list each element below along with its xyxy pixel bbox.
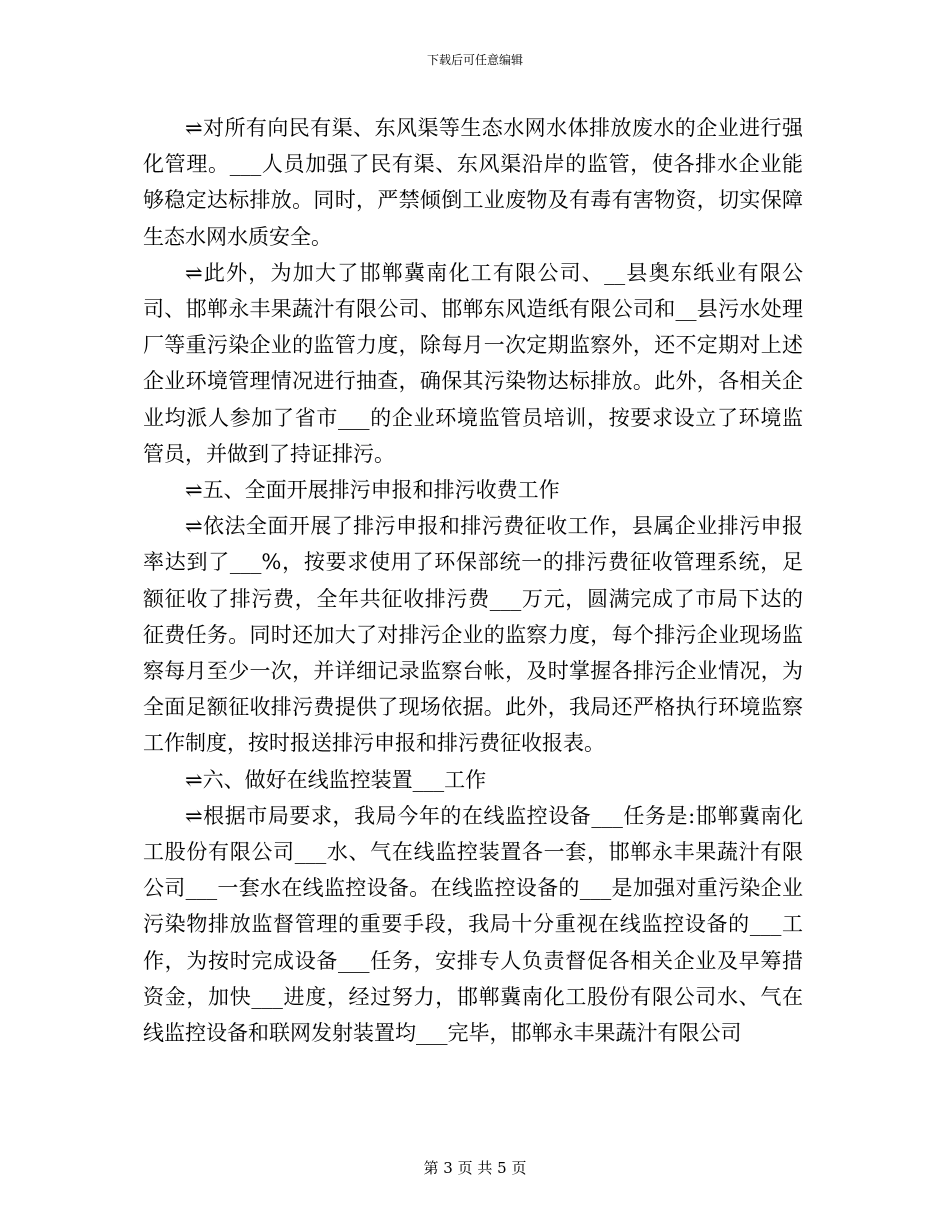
page-header: 下载后可任意编辑 bbox=[426, 53, 523, 67]
section-heading-five: ⇌五、全面开展排污申报和排污收费工作 bbox=[185, 478, 560, 503]
section-heading-six: ⇌六、做好在线监控装置___工作 bbox=[185, 767, 487, 792]
paragraph-pollution-fee-collection: ⇌依法全面开展了排污申报和排污费征收工作，县属企业排污申报率达到了___%，按要求使用了环保部统一的排污费征收管理系统，足额征收了排污费，全年共征收排污费___万元，圆满完成了市局下达的征费任务。同时还加大了对排污企业的监察力度，每个排污企业现场监察每月至少一次，并详细记录监察台帐，及时掌握各排污企业情况，为全面足额征收排污费提供了现场依据。此外，我局还严格执行环境监察工作制度，按时报送排污申报和排污费征收报表。 bbox=[143, 514, 803, 756]
document-body bbox=[143, 110, 803, 1051]
paragraph-ecological-water-network: ⇌对所有向民有渠、东风渠等生态水网水体排放废水的企业进行强化管理。___人员加强了民有渠、东风渠沿岸的监管，使各排水企业能够稳定达标排放。同时，严禁倾倒工业废物及有毒有害物资，切实保障生态水网水质安全。 bbox=[143, 116, 803, 249]
page-footer: 第 3 页 共 5 页 bbox=[423, 1159, 527, 1177]
paragraph-online-monitoring: ⇌根据市局要求，我局今年的在线监控设备___任务是:邯郸冀南化工股份有限公司___水、气在线监控装置各一套，邯郸永丰果蔬汁有限公司___一套水在线监控设备。在线监控设备的___是加强对重污染企业污染物排放监督管理的重要手段，我局十分重视在线监控设备的___工作，为按时完成设备___任务，安排专人负责督促各相关企业及早筹措资金，加快___进度，经过努力，邯郸冀南化工股份有限公司水、气在线监控设备和联网发射装置均___完毕，邯郸永丰果蔬汁有限公司 bbox=[143, 803, 803, 1046]
paragraph-heavy-pollution-supervision: ⇌此外，为加大了邯郸冀南化工有限公司、__县奥东纸业有限公司、邯郸永丰果蔬汁有限公司、邯郸东风造纸有限公司和__县污水处理厂等重污染企业的监管力度，除每月一次定期监察外，还不定期对上述企业环境管理情况进行抽查，确保其污染物达标排放。此外，各相关企业均派人参加了省市___的企业环境监管员培训，按要求设立了环境监管员，并做到了持证排污。 bbox=[143, 260, 803, 466]
